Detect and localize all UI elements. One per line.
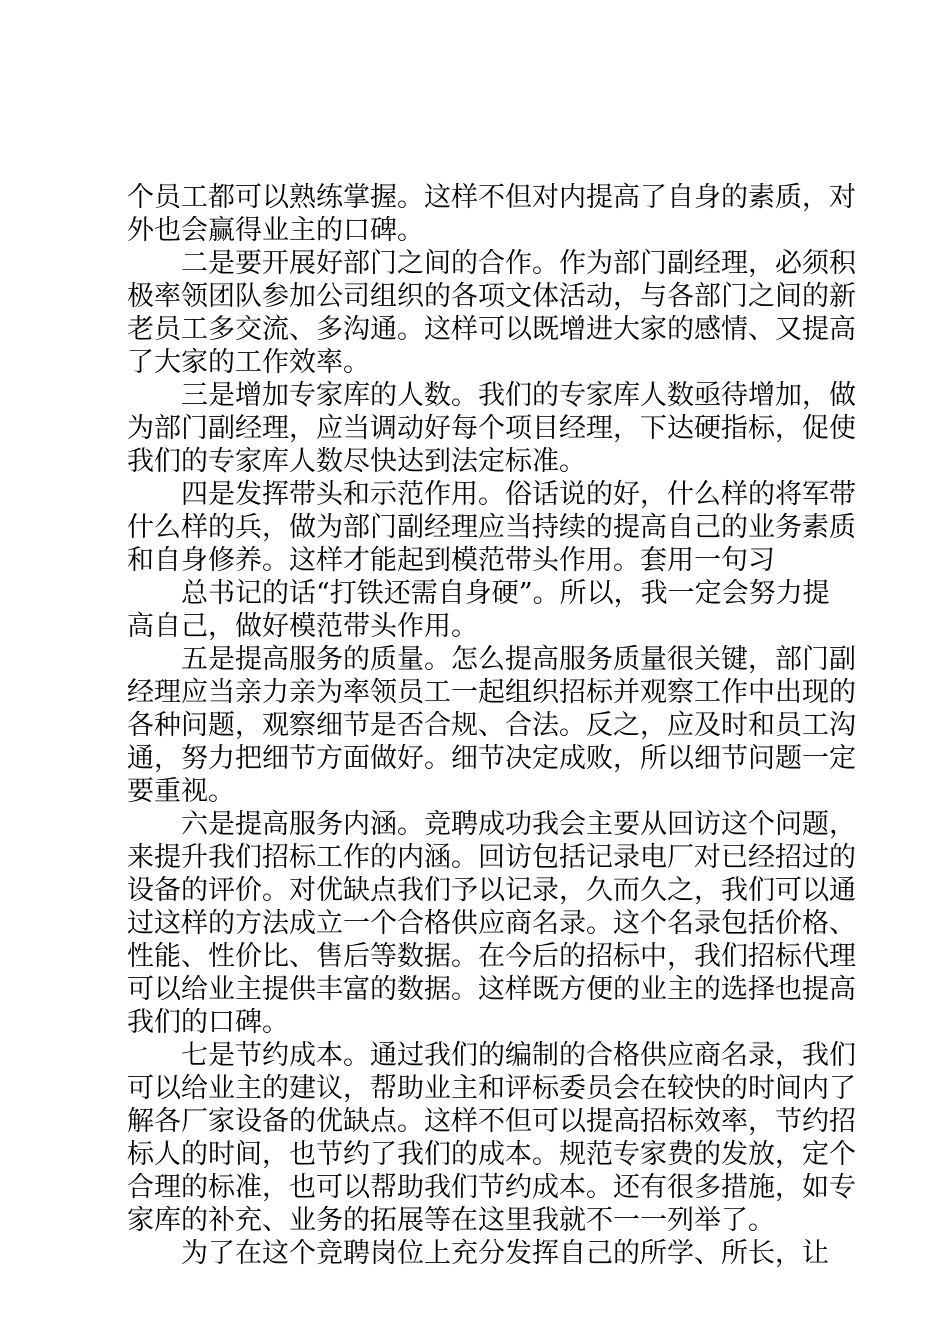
text-line: 和自身修养。这样才能起到模范带头作用。套用一句习	[127, 545, 775, 576]
text-line: 要重视。	[127, 776, 235, 807]
text-line: 为部门副经理，应当调动好每个项目经理，下达硬指标，促使	[127, 413, 856, 444]
text-line: 七是节约成本。通过我们的编制的合格供应商名录，我们	[181, 1040, 856, 1071]
text-line: 经理应当亲力亲为率领员工一起组织招标并观察工作中出现的	[127, 677, 856, 708]
text-line: 过这样的方法成立一个合格供应商名录。这个名录包括价格、	[127, 908, 856, 939]
text-line: 通，努力把细节方面做好。细节决定成败，所以细节问题一定	[127, 743, 856, 774]
text-line: 来提升我们招标工作的内涵。回访包括记录电厂对已经招过的	[127, 842, 856, 873]
text-line: 总书记的话“打铁还需自身硬”。所以，我一定会努力提	[181, 578, 830, 609]
text-line: 设备的评价。对优缺点我们予以记录，久而久之，我们可以通	[127, 875, 856, 906]
text-line: 极率领团队参加公司组织的各项文体活动，与各部门之间的新	[127, 281, 856, 312]
text-line: 我们的口碑。	[127, 1007, 289, 1038]
text-line: 外也会赢得业主的口碑。	[127, 215, 424, 246]
text-line: 我们的专家库人数尽快达到法定标准。	[127, 446, 586, 477]
text-line: 可以给业主提供丰富的数据。这样既方便的业主的选择也提高	[127, 974, 856, 1005]
text-line: 各种问题，观察细节是否合规、合法。反之，应及时和员工沟	[127, 710, 856, 741]
text-line: 四是发挥带头和示范作用。俗话说的好，什么样的将军带	[181, 479, 856, 510]
text-line: 为了在这个竞聘岗位上充分发挥自己的所学、所长，让	[181, 1238, 829, 1269]
text-line: 个员工都可以熟练掌握。这样不但对内提高了自身的素质，对	[127, 182, 856, 213]
text-line: 六是提高服务内涵。竞聘成功我会主要从回访这个问题，	[181, 809, 856, 840]
text-line: 可以给业主的建议，帮助业主和评标委员会在较快的时间内了	[127, 1073, 856, 1104]
text-line: 五是提高服务的质量。怎么提高服务质量很关键，部门副	[181, 644, 856, 675]
text-line: 老员工多交流、多沟通。这样可以既增进大家的感情、又提高	[127, 314, 856, 345]
text-line: 二是要开展好部门之间的合作。作为部门副经理，必须积	[181, 248, 856, 279]
text-line: 标人的时间，也节约了我们的成本。规范专家费的发放，定个	[127, 1139, 856, 1170]
text-line: 三是增加专家库的人数。我们的专家库人数亟待增加，做	[181, 380, 856, 411]
text-line: 合理的标准，也可以帮助我们节约成本。还有很多措施，如专	[127, 1172, 856, 1203]
text-line: 了大家的工作效率。	[127, 347, 370, 378]
text-line: 家库的补充、业务的拓展等在这里我就不一一列举了。	[127, 1205, 775, 1236]
text-line: 高自己，做好模范带头作用。	[127, 611, 478, 642]
text-line: 什么样的兵，做为部门副经理应当持续的提高自己的业务素质	[127, 512, 856, 543]
text-line: 解各厂家设备的优缺点。这样不但可以提高招标效率，节约招	[127, 1106, 856, 1137]
text-line: 性能、性价比、售后等数据。在今后的招标中，我们招标代理	[127, 941, 856, 972]
